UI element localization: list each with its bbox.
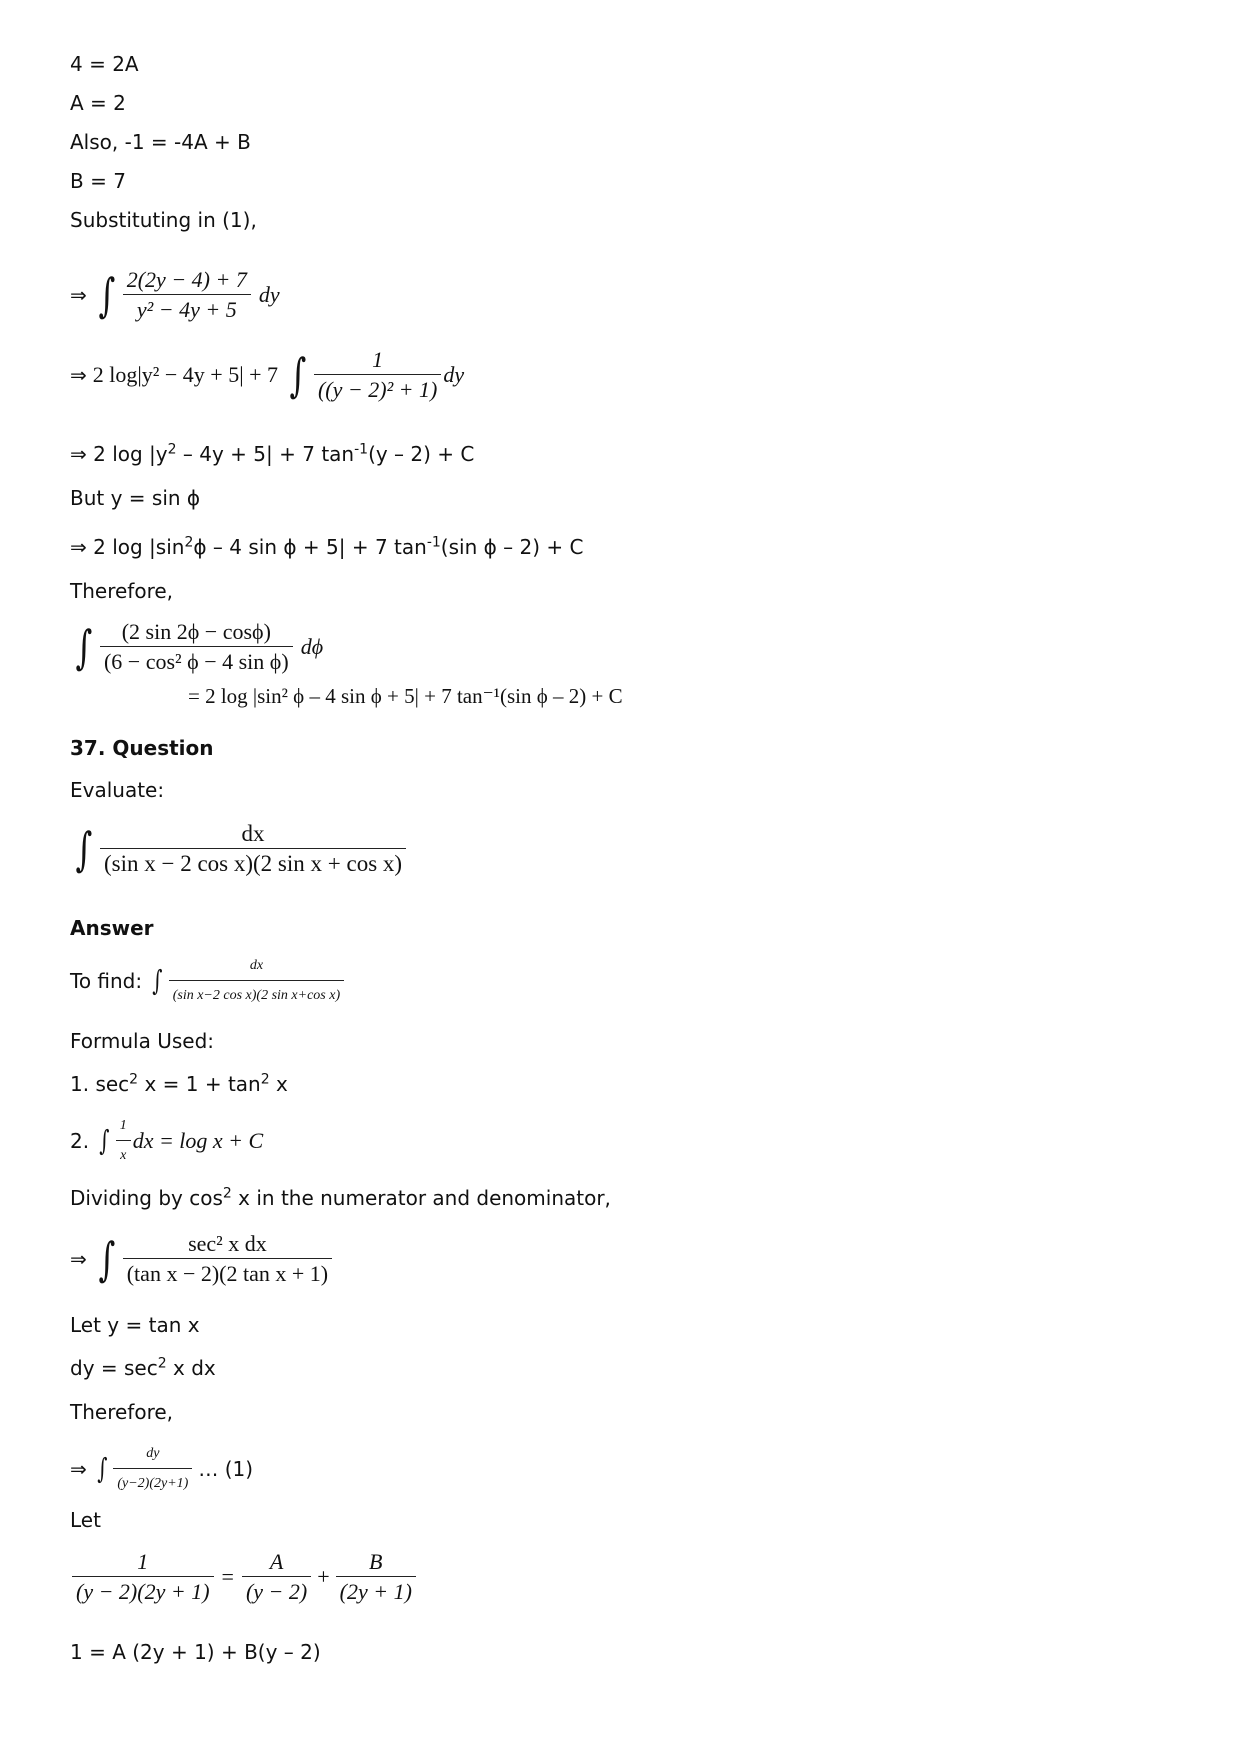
- text-line: [70, 1186, 611, 1210]
- equation-1: [70, 1442, 253, 1496]
- denominator: (sin x − 2 cos x)(2 sin x + cos x): [100, 848, 406, 876]
- fraction: [123, 268, 251, 322]
- question-heading: 37. Question: [70, 736, 214, 760]
- text-line: Therefore,: [70, 1400, 174, 1424]
- text-line: Formula Used:: [70, 1029, 215, 1053]
- text-line: Substituting in (1),: [70, 208, 257, 232]
- text-line: Let y = tan x: [70, 1313, 200, 1337]
- equation-log-split: [70, 348, 464, 402]
- text-line: Evaluate:: [70, 778, 165, 802]
- text-line: [70, 1356, 216, 1380]
- to-find-line: [70, 954, 346, 1008]
- denominator: ((y − 2)² + 1): [314, 374, 441, 402]
- integral-sign: ∫: [98, 268, 116, 322]
- equals-sign: =: [221, 1564, 234, 1589]
- denominator: (6 − cos² ϕ − 4 sin ϕ): [100, 646, 293, 674]
- text: 1. sec: [70, 1072, 130, 1096]
- text-line: Also, -1 = -4A + B: [70, 130, 251, 154]
- text: Dividing by cos: [70, 1186, 223, 1210]
- text: x: [269, 1072, 288, 1096]
- partial-fraction-equation: [70, 1550, 418, 1604]
- equation-sec-integral: [70, 1232, 334, 1286]
- differential: dϕ: [300, 634, 324, 659]
- denominator: (tan x − 2)(2 tan x + 1): [123, 1258, 332, 1286]
- expression: dx = log x + C: [132, 1128, 264, 1153]
- denominator: (sin x−2 cos x)(2 sin x+cos x): [169, 980, 344, 1008]
- text: ⇒ 2 log |y: [70, 442, 168, 466]
- text: ϕ – 4 sin ϕ + 5| + 7 tan: [193, 535, 427, 559]
- superscript: 2: [129, 1071, 139, 1088]
- fraction: [72, 1550, 214, 1604]
- numerator: dx: [249, 958, 264, 973]
- integral-sign: ∫: [98, 1232, 116, 1286]
- superscript: 2: [184, 534, 194, 551]
- text: x in the numerator and denominator,: [231, 1186, 611, 1210]
- fraction: [100, 822, 406, 876]
- fraction: [100, 620, 293, 674]
- implies-symbol: ⇒: [70, 363, 87, 387]
- text: 2.: [70, 1129, 90, 1153]
- superscript: 2: [222, 1185, 232, 1202]
- text: dy = sec: [70, 1356, 158, 1380]
- text-line: Let: [70, 1508, 101, 1532]
- text: ⇒ 2 log |sin: [70, 535, 185, 559]
- fraction: [314, 348, 441, 402]
- superscript: -1: [426, 534, 441, 551]
- implies-symbol: ⇒: [70, 1457, 87, 1481]
- numerator: B: [369, 1549, 383, 1574]
- denominator: x: [116, 1140, 131, 1168]
- text-line: Therefore,: [70, 579, 174, 603]
- numerator: dy: [146, 1446, 160, 1461]
- numerator: A: [269, 1549, 284, 1574]
- numerator: 1: [137, 1549, 149, 1574]
- text: x dx: [166, 1356, 216, 1380]
- numerator: dx: [241, 821, 265, 846]
- text: (y – 2) + C: [368, 442, 475, 466]
- implies-symbol: ⇒: [70, 1247, 87, 1271]
- text-line: [70, 535, 583, 559]
- small-integral: [95, 1114, 133, 1168]
- denominator: (y−2)(2y+1): [113, 1468, 192, 1496]
- denominator: y² − 4y + 5: [123, 294, 251, 322]
- text-line: [70, 442, 474, 466]
- equation-label: … (1): [198, 1457, 254, 1481]
- text-line: B = 7: [70, 169, 126, 193]
- superscript: -1: [354, 441, 369, 458]
- fraction: [116, 1114, 131, 1168]
- integral-sign: ∫: [289, 348, 307, 402]
- expression: 2 log|y² − 4y + 5| + 7: [92, 362, 279, 387]
- denominator: (2y + 1): [336, 1576, 416, 1604]
- integral-sign: ∫: [99, 1124, 110, 1157]
- fraction: [123, 1232, 332, 1286]
- integral-sign: ∫: [96, 1452, 108, 1485]
- text-line: 4 = 2A: [70, 52, 139, 76]
- numerator: 1: [119, 1118, 127, 1133]
- text-line: 1 = A (2y + 1) + B(y – 2): [70, 1640, 321, 1664]
- numerator: 2(2y − 4) + 7: [126, 267, 247, 292]
- fraction: [169, 954, 344, 1008]
- text: – 4y + 5| + 7 tan: [176, 442, 355, 466]
- text-line: A = 2: [70, 91, 126, 115]
- fraction: [113, 1442, 192, 1496]
- equation-phi-integral: [70, 620, 323, 674]
- equation-substituted-integral: [70, 268, 280, 322]
- integral-sign: ∫: [75, 620, 93, 674]
- text: (sin ϕ – 2) + C: [440, 535, 584, 559]
- answer-heading: Answer: [70, 916, 154, 940]
- text: x = 1 + tan: [138, 1072, 261, 1096]
- numerator: (2 sin 2ϕ − cosϕ): [121, 619, 271, 644]
- text-line: But y = sin ϕ: [70, 486, 201, 510]
- numerator: 1: [372, 347, 384, 372]
- question-integral: [70, 822, 408, 876]
- plus-sign: +: [317, 1564, 330, 1589]
- text-line: [70, 1072, 288, 1096]
- denominator: (y − 2): [242, 1576, 311, 1604]
- differential: dy: [258, 282, 280, 307]
- superscript: 2: [167, 441, 177, 458]
- formula-2: [70, 1114, 263, 1168]
- equation-result: = 2 log |sin² ϕ – 4 sin ϕ + 5| + 7 tan⁻¹(sin ϕ – 2) + C: [188, 684, 623, 708]
- small-integral: [148, 954, 346, 1008]
- implies-symbol: ⇒: [70, 283, 87, 307]
- denominator: (y − 2)(2y + 1): [72, 1576, 214, 1604]
- fraction: [242, 1550, 311, 1604]
- text: To find:: [70, 969, 143, 993]
- superscript: 2: [157, 1355, 167, 1372]
- integral-sign: ∫: [75, 822, 93, 876]
- integral-sign: ∫: [152, 964, 163, 997]
- differential: dy: [443, 362, 465, 387]
- numerator: sec² x dx: [188, 1231, 267, 1256]
- superscript: 2: [260, 1071, 270, 1088]
- fraction: [336, 1550, 416, 1604]
- small-integral: [93, 1442, 195, 1496]
